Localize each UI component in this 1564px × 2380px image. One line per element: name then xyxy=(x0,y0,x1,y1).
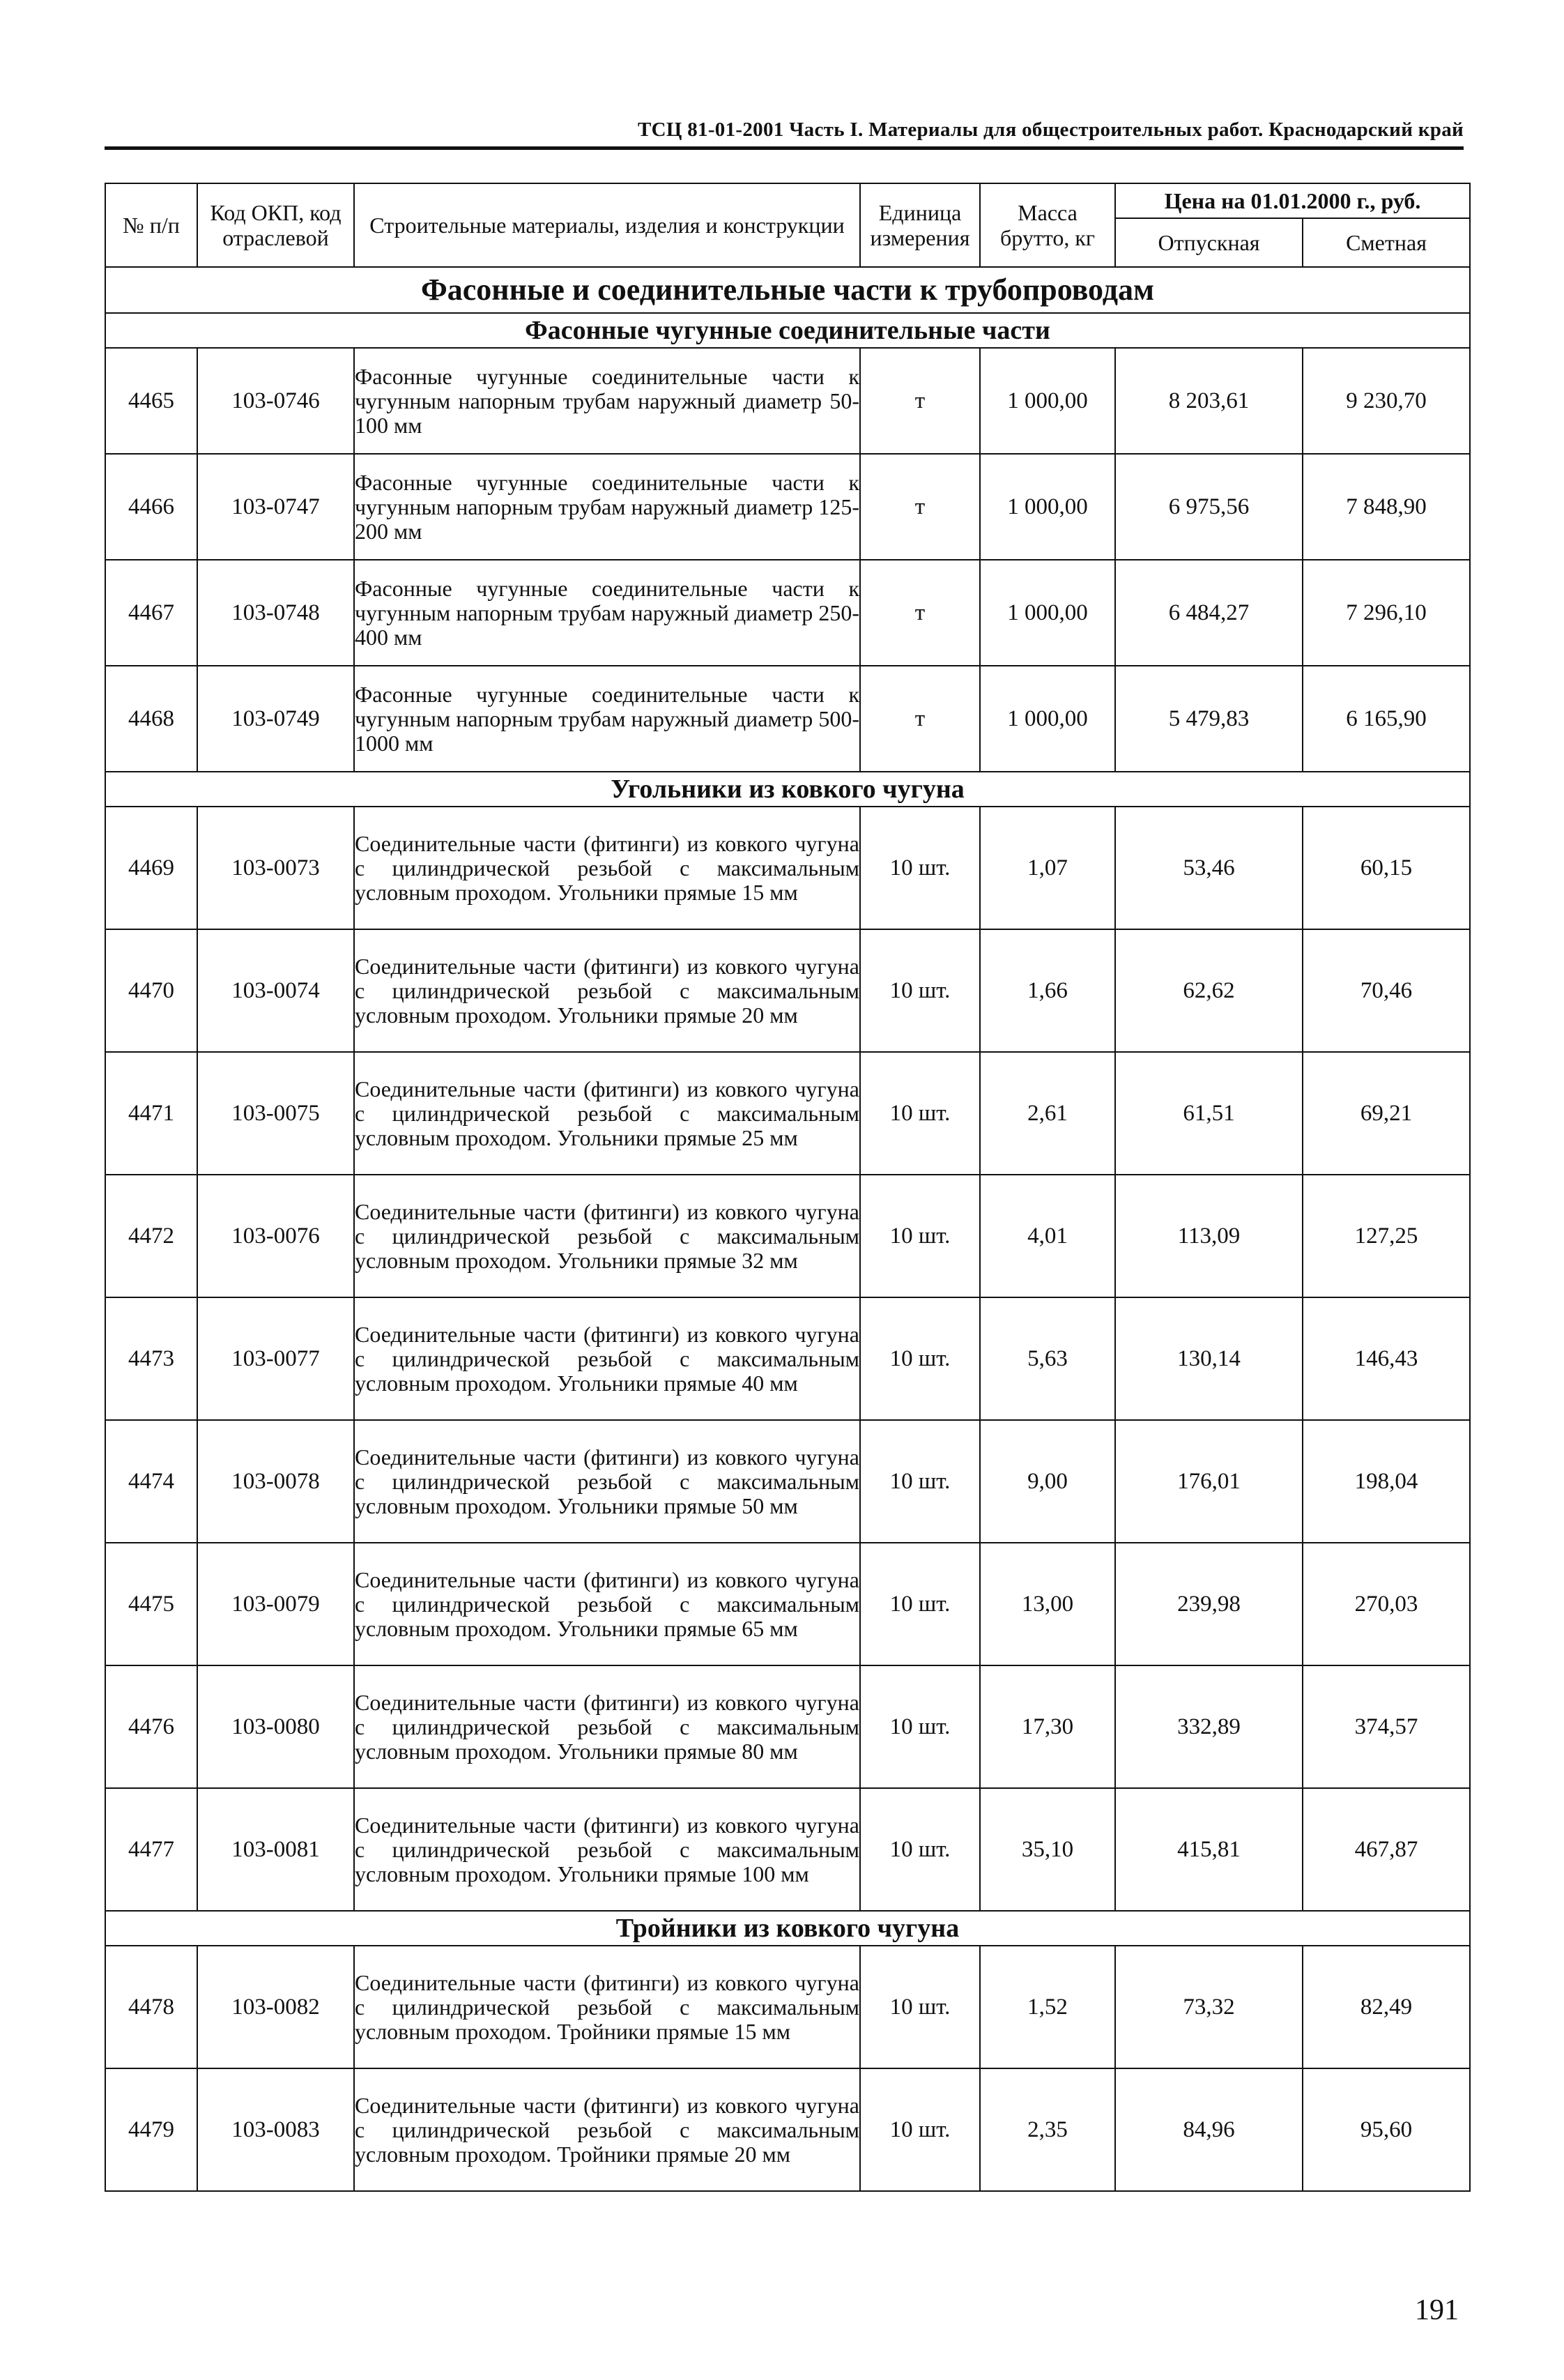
table-row xyxy=(105,1175,1470,1297)
table-row xyxy=(105,1297,1470,1420)
row-unit: 10 шт. xyxy=(860,1665,980,1788)
header-rule xyxy=(105,146,1464,150)
row-release-price: 113,09 xyxy=(1115,1175,1303,1297)
row-number: 4479 xyxy=(105,2068,197,2191)
row-mass: 35,10 xyxy=(980,1788,1115,1911)
row-code: 103-0083 xyxy=(197,2068,354,2191)
row-estimate-price: 60,15 xyxy=(1303,807,1470,929)
row-release-price: 332,89 xyxy=(1115,1665,1303,1788)
row-number: 4475 xyxy=(105,1543,197,1665)
subsection-title-row xyxy=(105,1911,1470,1946)
row-estimate-price: 198,04 xyxy=(1303,1420,1470,1543)
row-release-price: 415,81 xyxy=(1115,1788,1303,1911)
table-row xyxy=(105,929,1470,1052)
row-release-price: 176,01 xyxy=(1115,1420,1303,1543)
row-unit: 10 шт. xyxy=(860,1543,980,1665)
row-number: 4473 xyxy=(105,1297,197,1420)
table-row xyxy=(105,1543,1470,1665)
row-code: 103-0074 xyxy=(197,929,354,1052)
row-unit: т xyxy=(860,560,980,666)
row-number: 4466 xyxy=(105,454,197,560)
row-unit: 10 шт. xyxy=(860,929,980,1052)
table-row xyxy=(105,560,1470,666)
col-header-num: № п/п xyxy=(105,183,197,267)
row-mass: 1,66 xyxy=(980,929,1115,1052)
subsection-title-row xyxy=(105,772,1470,807)
row-unit: т xyxy=(860,348,980,454)
row-material-name: Соединительные части (фитинги) из ковкого чугуна с цилиндрической резьбой с максимальным условным проходом. Угольники прямые 25 мм xyxy=(354,1052,860,1175)
row-code: 103-0748 xyxy=(197,560,354,666)
row-code: 103-0080 xyxy=(197,1665,354,1788)
subsection-title: Угольники из ковкого чугуна xyxy=(105,772,1470,807)
table-row xyxy=(105,1420,1470,1543)
row-code: 103-0075 xyxy=(197,1052,354,1175)
row-release-price: 62,62 xyxy=(1115,929,1303,1052)
table-row xyxy=(105,1946,1470,2068)
row-estimate-price: 95,60 xyxy=(1303,2068,1470,2191)
col-header-mass: Масса брутто, кг xyxy=(980,183,1115,267)
row-estimate-price: 7 848,90 xyxy=(1303,454,1470,560)
table-row xyxy=(105,2068,1470,2191)
row-unit: 10 шт. xyxy=(860,1297,980,1420)
row-mass: 2,61 xyxy=(980,1052,1115,1175)
row-number: 4465 xyxy=(105,348,197,454)
subsection-title: Тройники из ковкого чугуна xyxy=(105,1911,1470,1946)
row-material-name: Соединительные части (фитинги) из ковкого чугуна с цилиндрической резьбой с максимальным условным проходом. Угольники прямые 65 мм xyxy=(354,1543,860,1665)
row-release-price: 84,96 xyxy=(1115,2068,1303,2191)
row-mass: 1,07 xyxy=(980,807,1115,929)
row-material-name: Соединительные части (фитинги) из ковкого чугуна с цилиндрической резьбой с максимальным условным проходом. Угольники прямые 50 мм xyxy=(354,1420,860,1543)
row-unit: т xyxy=(860,454,980,560)
row-mass: 13,00 xyxy=(980,1543,1115,1665)
page-header: ТСЦ 81-01-2001 Часть I. Материалы для общестроительных работ. Краснодарский край xyxy=(637,119,1464,141)
row-code: 103-0076 xyxy=(197,1175,354,1297)
row-material-name: Соединительные части (фитинги) из ковкого чугуна с цилиндрической резьбой с максимальным условным проходом. Угольники прямые 80 мм xyxy=(354,1665,860,1788)
table-row xyxy=(105,348,1470,454)
section-title-row xyxy=(105,267,1470,313)
row-unit: 10 шт. xyxy=(860,1788,980,1911)
row-material-name: Фасонные чугунные соединительные части к чугунным напорным трубам наружный диаметр 125-200 мм xyxy=(354,454,860,560)
table-row xyxy=(105,807,1470,929)
subsection-title-row xyxy=(105,313,1470,348)
row-mass: 5,63 xyxy=(980,1297,1115,1420)
row-estimate-price: 146,43 xyxy=(1303,1297,1470,1420)
row-mass: 1,52 xyxy=(980,1946,1115,2068)
row-release-price: 239,98 xyxy=(1115,1543,1303,1665)
row-material-name: Фасонные чугунные соединительные части к чугунным напорным трубам наружный диаметр 500-1000 мм xyxy=(354,666,860,772)
row-number: 4476 xyxy=(105,1665,197,1788)
row-estimate-price: 374,57 xyxy=(1303,1665,1470,1788)
row-material-name: Соединительные части (фитинги) из ковкого чугуна с цилиндрической резьбой с максимальным условным проходом. Тройники прямые 15 мм xyxy=(354,1946,860,2068)
col-header-price-group: Цена на 01.01.2000 г., руб. xyxy=(1115,183,1470,218)
table-row xyxy=(105,454,1470,560)
row-material-name: Соединительные части (фитинги) из ковкого чугуна с цилиндрической резьбой с максимальным условным проходом. Угольники прямые 100 мм xyxy=(354,1788,860,1911)
row-release-price: 53,46 xyxy=(1115,807,1303,929)
row-number: 4471 xyxy=(105,1052,197,1175)
row-estimate-price: 6 165,90 xyxy=(1303,666,1470,772)
row-mass: 1 000,00 xyxy=(980,454,1115,560)
row-material-name: Соединительные части (фитинги) из ковкого чугуна с цилиндрической резьбой с максимальным условным проходом. Угольники прямые 32 мм xyxy=(354,1175,860,1297)
row-material-name: Соединительные части (фитинги) из ковкого чугуна с цилиндрической резьбой с максимальным условным проходом. Тройники прямые 20 мм xyxy=(354,2068,860,2191)
row-number: 4478 xyxy=(105,1946,197,2068)
row-release-price: 130,14 xyxy=(1115,1297,1303,1420)
subsection-title: Фасонные чугунные соединительные части xyxy=(105,313,1470,348)
row-code: 103-0749 xyxy=(197,666,354,772)
row-estimate-price: 127,25 xyxy=(1303,1175,1470,1297)
row-number: 4467 xyxy=(105,560,197,666)
row-estimate-price: 69,21 xyxy=(1303,1052,1470,1175)
row-mass: 1 000,00 xyxy=(980,348,1115,454)
row-material-name: Фасонные чугунные соединительные части к чугунным напорным трубам наружный диаметр 50-100 мм xyxy=(354,348,860,454)
section-title: Фасонные и соединительные части к трубопроводам xyxy=(105,267,1470,313)
row-mass: 1 000,00 xyxy=(980,666,1115,772)
row-estimate-price: 7 296,10 xyxy=(1303,560,1470,666)
row-estimate-price: 467,87 xyxy=(1303,1788,1470,1911)
row-mass: 4,01 xyxy=(980,1175,1115,1297)
row-release-price: 6 484,27 xyxy=(1115,560,1303,666)
row-unit: 10 шт. xyxy=(860,1420,980,1543)
row-code: 103-0082 xyxy=(197,1946,354,2068)
row-estimate-price: 82,49 xyxy=(1303,1946,1470,2068)
row-code: 103-0747 xyxy=(197,454,354,560)
row-unit: т xyxy=(860,666,980,772)
row-mass: 1 000,00 xyxy=(980,560,1115,666)
row-number: 4472 xyxy=(105,1175,197,1297)
row-release-price: 61,51 xyxy=(1115,1052,1303,1175)
row-estimate-price: 9 230,70 xyxy=(1303,348,1470,454)
row-material-name: Фасонные чугунные соединительные части к чугунным напорным трубам наружный диаметр 250-400 мм xyxy=(354,560,860,666)
row-code: 103-0081 xyxy=(197,1788,354,1911)
row-number: 4470 xyxy=(105,929,197,1052)
row-release-price: 8 203,61 xyxy=(1115,348,1303,454)
table-row xyxy=(105,1665,1470,1788)
table-row xyxy=(105,1788,1470,1911)
col-header-release-price: Отпускная xyxy=(1115,218,1303,267)
row-mass: 2,35 xyxy=(980,2068,1115,2191)
row-unit: 10 шт. xyxy=(860,1946,980,2068)
page-number: 191 xyxy=(1415,2294,1459,2326)
row-release-price: 73,32 xyxy=(1115,1946,1303,2068)
row-material-name: Соединительные части (фитинги) из ковкого чугуна с цилиндрической резьбой с максимальным условным проходом. Угольники прямые 40 мм xyxy=(354,1297,860,1420)
row-estimate-price: 70,46 xyxy=(1303,929,1470,1052)
row-code: 103-0079 xyxy=(197,1543,354,1665)
row-number: 4469 xyxy=(105,807,197,929)
table-row xyxy=(105,666,1470,772)
row-estimate-price: 270,03 xyxy=(1303,1543,1470,1665)
row-material-name: Соединительные части (фитинги) из ковкого чугуна с цилиндрической резьбой с максимальным условным проходом. Угольники прямые 20 мм xyxy=(354,929,860,1052)
row-release-price: 5 479,83 xyxy=(1115,666,1303,772)
row-number: 4468 xyxy=(105,666,197,772)
row-unit: 10 шт. xyxy=(860,1052,980,1175)
row-mass: 9,00 xyxy=(980,1420,1115,1543)
col-header-code: Код ОКП, код отраслевой xyxy=(197,183,354,267)
col-header-estimate-price: Сметная xyxy=(1303,218,1470,267)
price-table xyxy=(105,183,1471,2192)
table-body xyxy=(105,267,1470,2191)
row-code: 103-0073 xyxy=(197,807,354,929)
row-unit: 10 шт. xyxy=(860,1175,980,1297)
table-row xyxy=(105,1052,1470,1175)
row-code: 103-0077 xyxy=(197,1297,354,1420)
row-code: 103-0746 xyxy=(197,348,354,454)
col-header-name: Строительные материалы, изделия и конструкции xyxy=(354,183,860,267)
row-mass: 17,30 xyxy=(980,1665,1115,1788)
row-material-name: Соединительные части (фитинги) из ковкого чугуна с цилиндрической резьбой с максимальным условным проходом. Угольники прямые 15 мм xyxy=(354,807,860,929)
row-unit: 10 шт. xyxy=(860,2068,980,2191)
row-release-price: 6 975,56 xyxy=(1115,454,1303,560)
row-number: 4477 xyxy=(105,1788,197,1911)
col-header-unit: Единица измерения xyxy=(860,183,980,267)
row-number: 4474 xyxy=(105,1420,197,1543)
row-unit: 10 шт. xyxy=(860,807,980,929)
row-code: 103-0078 xyxy=(197,1420,354,1543)
